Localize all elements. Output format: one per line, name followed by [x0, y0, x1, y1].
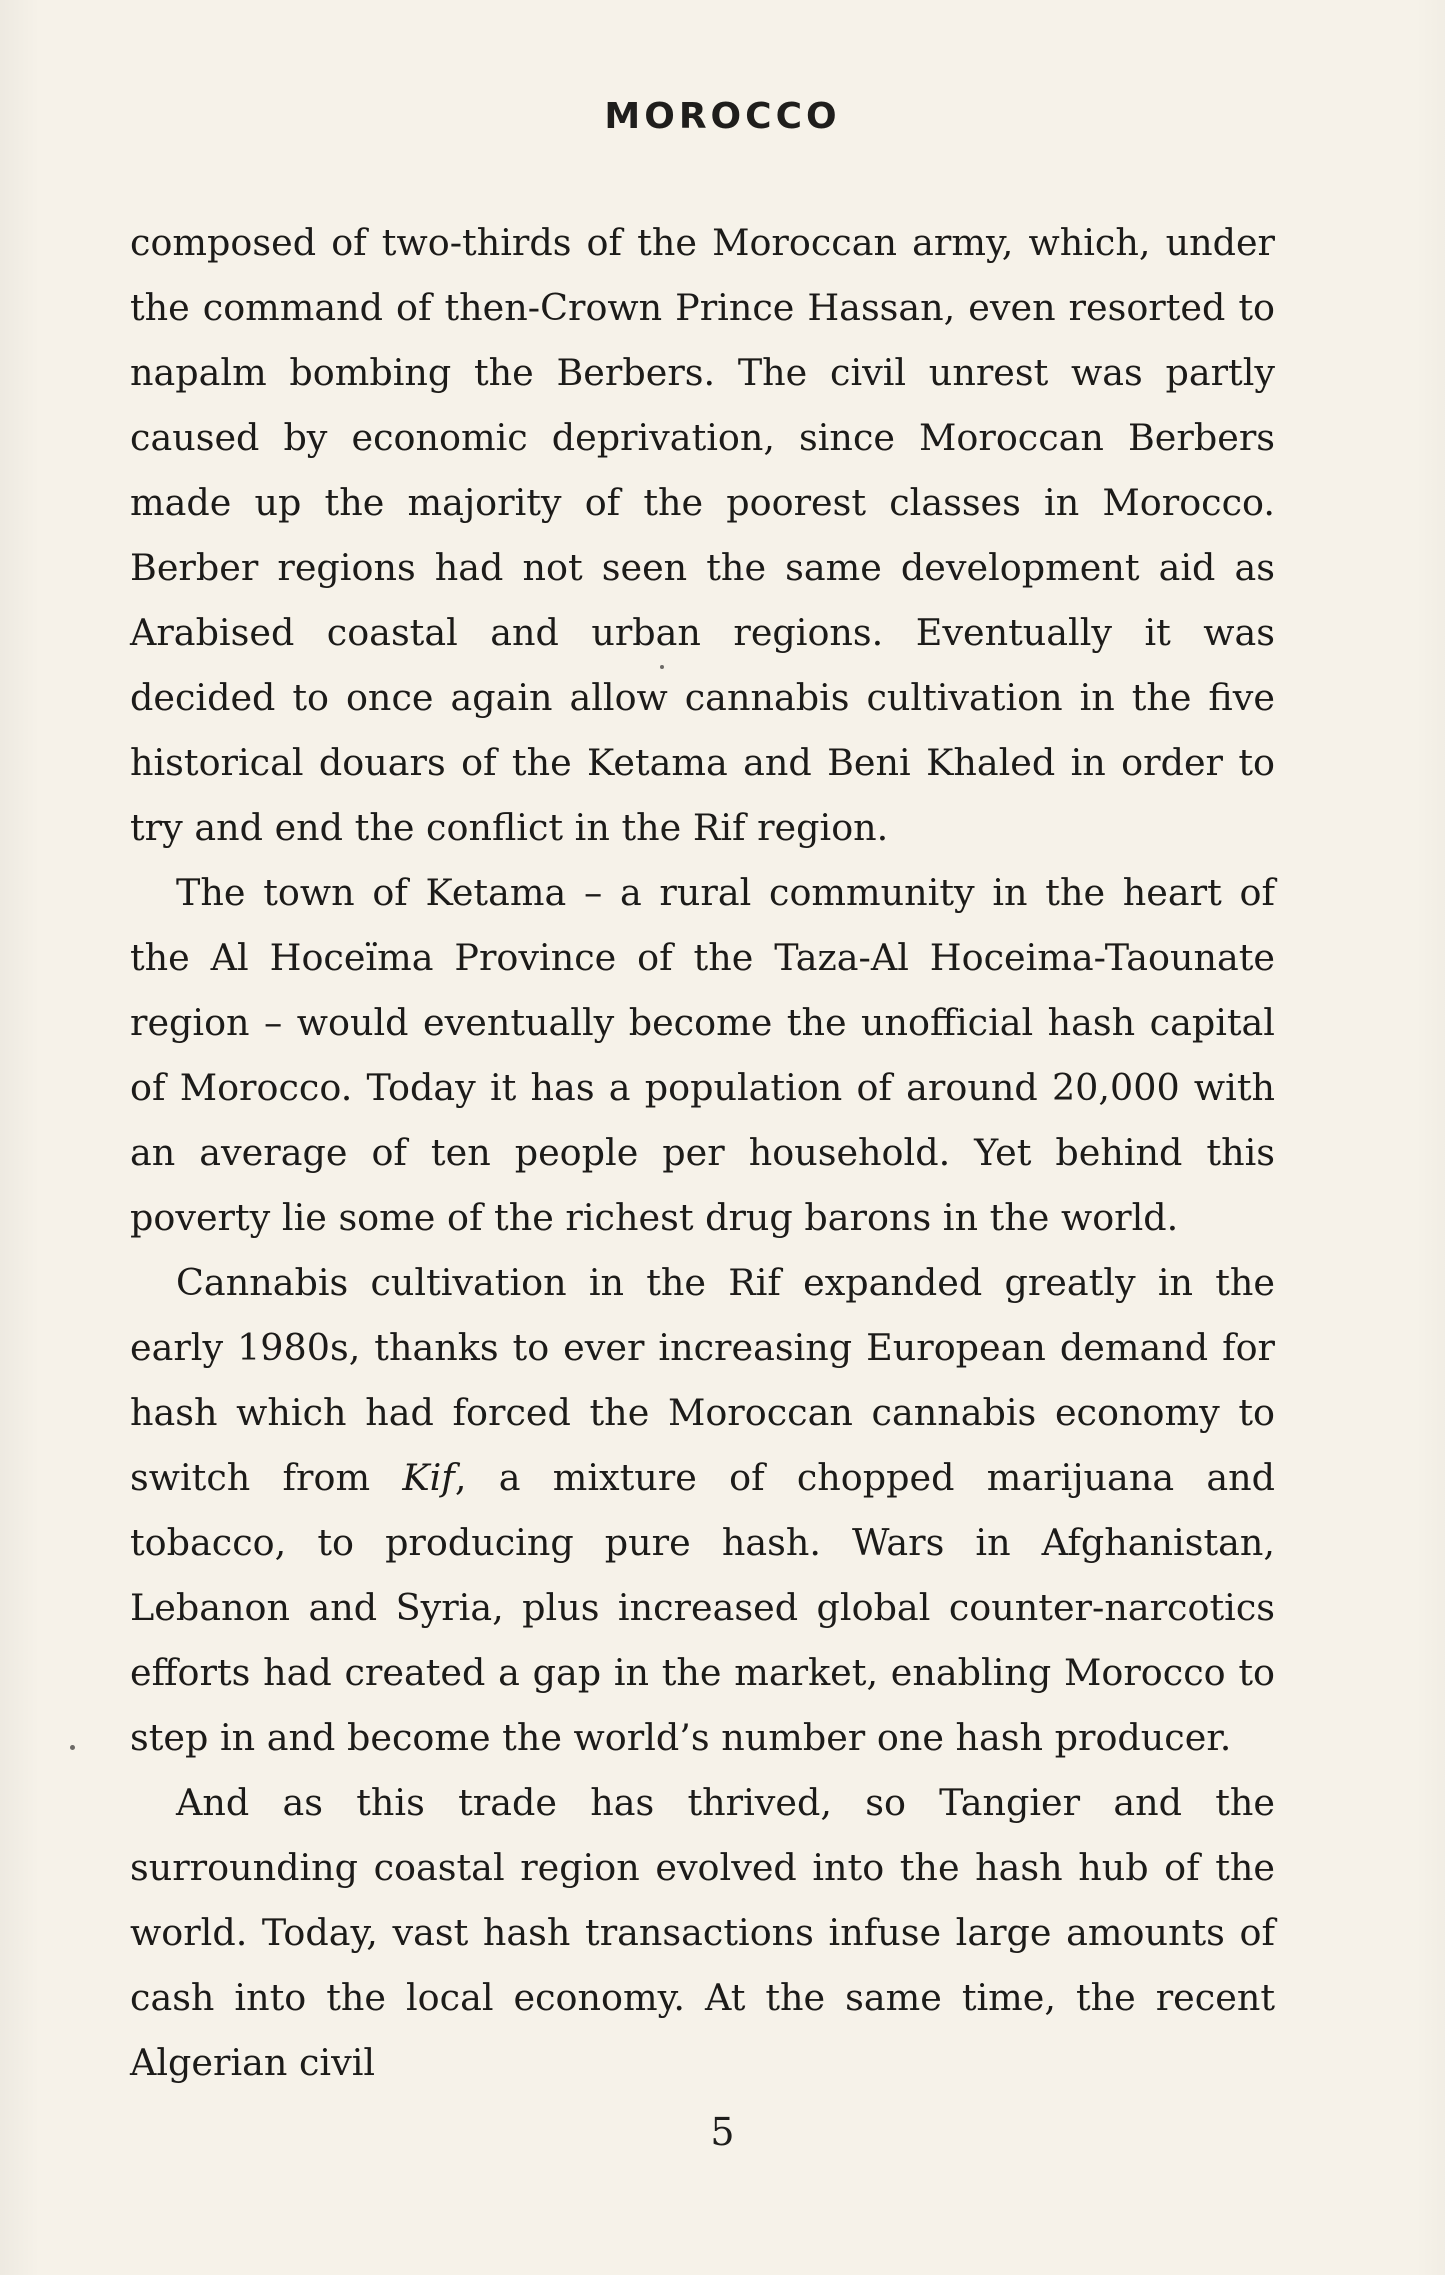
page-number: 5	[710, 2110, 735, 2154]
paragraph-4: And as this trade has thrived, so Tangier and the surrounding coastal region evolved into the hash hub of the world. Today, vast hash transactions infuse large amounts of cash into the local economy. At the same time, the recent Algerian civil	[130, 1781, 1275, 2084]
scan-speck	[70, 1745, 75, 1750]
paragraph-3-text-before: Cannabis cultivation in the Rif expanded greatly in the early 1980s, thanks to ever increasing European demand for hash which had forced the Moroccan cannabis economy to switch from	[130, 1261, 1275, 1499]
paragraph-1: composed of two-thirds of the Moroccan army, which, under the command of then-Crown Prince Hassan, even resorted to napalm bombing the Berbers. The civil unrest was partly caused by economic deprivation, since Moroccan Berbers made up the majority of the poorest classes in Morocco. Berber regions had not seen the same development aid as Arabised coastal and urban regions. Eventually it was decided to once again allow cannabis cultivation in the five historical douars of the Ketama and Beni Khaled in order to try and end the conflict in the Rif region.	[130, 221, 1275, 849]
kif-italic-term: Kif	[402, 1456, 455, 1499]
scan-speck	[660, 665, 664, 669]
paragraph-3-text-after: , a mixture of chopped marijuana and tobacco, to producing pure hash. Wars in Afghanistan, Lebanon and Syria, plus increased global counter-narcotics efforts had created a gap in the market, enabling Morocco to step in and become the world’s number one hash producer.	[130, 1456, 1275, 1759]
paragraph-3	[130, 1250, 1275, 1770]
running-head: MOROCCO	[604, 96, 841, 137]
body-text	[130, 210, 1275, 2095]
paragraph-2: The town of Ketama – a rural community in the heart of the Al Hoceïma Province of the Taza-Al Hoceima-Taounate region – would eventually become the unofficial hash capital of Morocco. Today it has a population of around 20,000 with an average of ten people per household. Yet behind this poverty lie some of the richest drug barons in the world.	[130, 871, 1275, 1239]
